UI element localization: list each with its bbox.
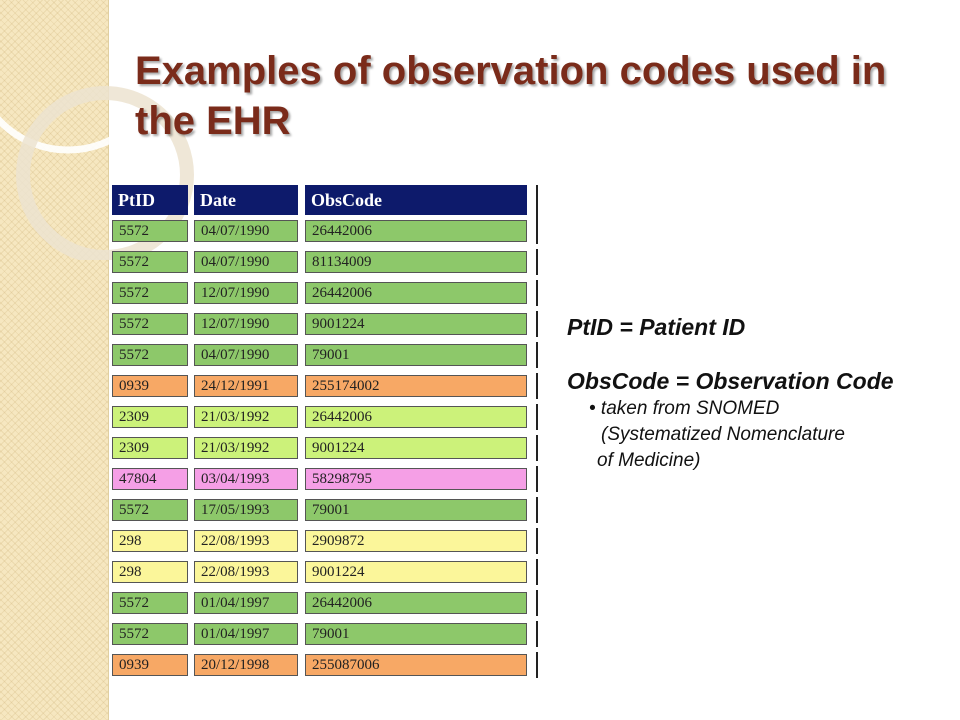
table-right-border [536,559,538,585]
table-right-border [536,590,538,616]
cell-date: 12/07/1990 [194,313,298,335]
cell-ptid: 2309 [112,406,188,428]
cell-date: 12/07/1990 [194,282,298,304]
table-right-border [536,249,538,275]
cell-obscode: 26442006 [305,406,527,428]
table-right-border [536,528,538,554]
cell-ptid: 5572 [112,282,188,304]
cell-date: 01/04/1997 [194,592,298,614]
table-right-border [536,342,538,368]
cell-obscode: 9001224 [305,561,527,583]
cell-obscode: 9001224 [305,437,527,459]
cell-ptid: 5572 [112,499,188,521]
snomed-expansion-line1: (Systematized Nomenclature [601,424,845,445]
cell-obscode: 255087006 [305,654,527,676]
cell-date: 20/12/1998 [194,654,298,676]
cell-ptid: 5572 [112,623,188,645]
table-right-border [536,466,538,492]
snomed-bullet: • taken from SNOMED [589,398,780,419]
cell-obscode: 81134009 [305,251,527,273]
cell-ptid: 0939 [112,375,188,397]
page-title: Examples of observation codes used in the EHR [135,49,887,143]
cell-ptid: 5572 [112,251,188,273]
cell-obscode: 79001 [305,344,527,366]
cell-obscode: 26442006 [305,592,527,614]
obscode-definition: ObsCode = Observation Code [567,368,894,394]
cell-ptid: 298 [112,530,188,552]
table-right-border [536,497,538,523]
cell-ptid: 298 [112,561,188,583]
cell-obscode: 26442006 [305,220,527,242]
cell-ptid: 5572 [112,592,188,614]
table-right-border [536,185,538,218]
cell-ptid: 5572 [112,344,188,366]
cell-ptid: 47804 [112,468,188,490]
cell-ptid: 2309 [112,437,188,459]
legend-panel [567,312,957,474]
cell-date: 04/07/1990 [194,344,298,366]
table-right-border [536,621,538,647]
snomed-expansion-line2: of Medicine) [597,450,701,471]
cell-date: 22/08/1993 [194,561,298,583]
cell-date: 22/08/1993 [194,530,298,552]
cell-date: 03/04/1993 [194,468,298,490]
column-header-ptid: PtID [112,185,188,215]
cell-ptid: 5572 [112,220,188,242]
table-right-border [536,373,538,399]
cell-ptid: 5572 [112,313,188,335]
table-right-border [536,652,538,678]
cell-obscode: 79001 [305,623,527,645]
table-right-border [536,435,538,461]
cell-date: 21/03/1992 [194,406,298,428]
cell-date: 24/12/1991 [194,375,298,397]
column-header-obscode: ObsCode [305,185,527,215]
table-right-border [536,404,538,430]
column-header-date: Date [194,185,298,215]
cell-obscode: 26442006 [305,282,527,304]
table-right-border [536,218,538,244]
cell-obscode: 79001 [305,499,527,521]
cell-obscode: 2909872 [305,530,527,552]
cell-date: 04/07/1990 [194,251,298,273]
cell-ptid: 0939 [112,654,188,676]
cell-date: 17/05/1993 [194,499,298,521]
cell-obscode: 255174002 [305,375,527,397]
cell-date: 04/07/1990 [194,220,298,242]
cell-date: 01/04/1997 [194,623,298,645]
cell-obscode: 9001224 [305,313,527,335]
table-right-border [536,311,538,337]
cell-obscode: 58298795 [305,468,527,490]
ptid-definition: PtID = Patient ID [567,314,746,340]
cell-date: 21/03/1992 [194,437,298,459]
table-right-border [536,280,538,306]
